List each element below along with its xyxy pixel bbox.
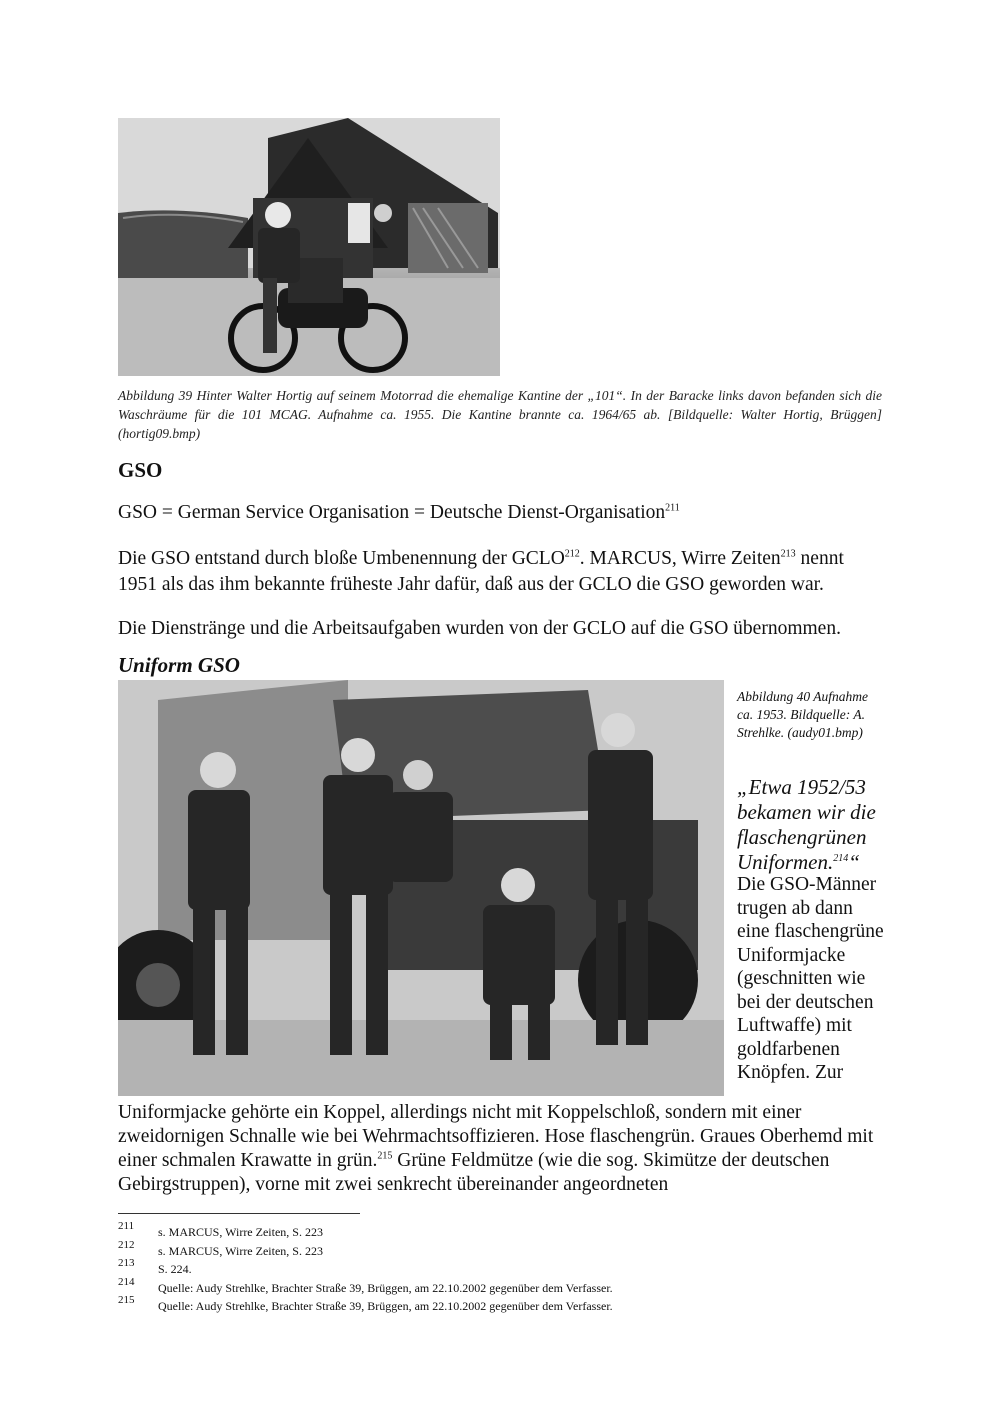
photo-gso-men-uniform <box>118 680 724 1096</box>
footnote-number: 214 <box>118 1275 135 1288</box>
gso-duties-paragraph: Die Dienstränge und die Arbeitsaufgaben wurden von der GCLO auf die GSO übernommen. <box>118 618 841 639</box>
footnote-ref-214[interactable]: 214 <box>833 853 849 864</box>
gso-definition-text: GSO = German Service Organisation = Deutsche Dienst-Organisation <box>118 502 666 523</box>
heading-gso: GSO <box>118 458 163 482</box>
footnote-divider <box>118 1213 360 1214</box>
footnote-ref-215[interactable]: 215 <box>377 1150 393 1162</box>
gso-origin-text-a: Die GSO entstand durch bloße Umbenennung der GCLO <box>118 548 565 569</box>
uniform-body-text-b: Grüne Feldmütze (wie die sog. Skimütze der deutschen Gebirgstruppen), vorne mit zwei senkrecht übereinander angeordneten <box>118 1150 830 1195</box>
footnote-number: 215 <box>118 1294 135 1307</box>
footnote-number: 213 <box>118 1257 135 1270</box>
footnote-ref-213[interactable]: 213 <box>780 548 796 560</box>
eyewitness-quote <box>737 775 887 875</box>
footnote-text: s. MARCUS, Wirre Zeiten, S. 223 <box>158 1243 323 1258</box>
photo-canteen-motorcycle <box>118 118 500 376</box>
footnote-214 <box>118 1276 884 1295</box>
footnote-text: Quelle: Audy Strehlke, Brachter Straße 39, Brüggen, am 22.10.2002 gegenüber dem Verfasser. <box>158 1280 613 1295</box>
heading-uniform-gso: Uniform GSO <box>118 653 240 677</box>
gso-origin-paragraph <box>118 546 884 598</box>
photo-gso-men-drawing <box>118 680 724 1096</box>
footnote-text: S. 224. <box>158 1262 192 1277</box>
uniform-column-text: Die GSO-Männer trugen ab dann eine flaschengrüne Uniformjacke (geschnitten wie bei der deutschen Luftwaffe) mit goldfarbenen Knöpfen. Zur <box>737 874 884 1083</box>
footnote-number: 212 <box>118 1238 135 1251</box>
quote-closing-mark: “ <box>848 850 860 874</box>
figure-40-caption: Abbildung 40 Aufnahme ca. 1953. Bildquelle: A. Strehlke. (audy01.bmp) <box>737 689 868 740</box>
figure-39-caption: Abbildung 39 Hinter Walter Hortig auf seinem Motorrad die ehemalige Kantine der „101“. In der Baracke links davon befanden sich die Waschräume für die 101 MCAG. Aufnahme ca. 1955. Die Kantine brannte ca. 1964/65 ab. [Bildquelle: Walter Hortig, Brüggen] (hortig09.bmp) <box>118 388 882 441</box>
gso-origin-text-c: nennt 1951 als das ihm bekannte früheste Jahr dafür, daß aus der GCLO die GSO geworden war. <box>118 548 844 595</box>
footnote-ref-212[interactable]: 212 <box>564 548 580 560</box>
footnote-212 <box>118 1239 884 1258</box>
photo-canteen-motorcycle-drawing <box>118 118 500 376</box>
footnote-211 <box>118 1220 884 1239</box>
footnote-text: s. MARCUS, Wirre Zeiten, S. 223 <box>158 1225 323 1239</box>
footnote-number: 211 <box>118 1220 135 1232</box>
footnote-215 <box>118 1294 884 1313</box>
footnote-213 <box>118 1257 884 1276</box>
eyewitness-quote-text: „Etwa 1952/53 bekamen wir die flaschengrünen Uniformen. <box>737 775 876 874</box>
gso-origin-text-b: . MARCUS, Wirre Zeiten <box>579 548 781 569</box>
footnotes <box>118 1220 884 1313</box>
gso-definition <box>118 500 884 526</box>
footnote-text: Quelle: Audy Strehlke, Brachter Straße 39, Brüggen, am 22.10.2002 gegenüber dem Verfasser. <box>158 1299 613 1314</box>
footnote-ref-211[interactable]: 211 <box>665 502 680 514</box>
uniform-body-text <box>118 1101 884 1197</box>
uniform-body-text-a: Uniformjacke gehörte ein Koppel, allerdings nicht mit Koppelschloß, sondern mit einer zweidornigen Schnalle wie bei Wehrmachtsoffizieren. Hose flaschengrün. Graues Oberhemd mit einer schmalen Krawatte in grün. <box>118 1102 874 1171</box>
